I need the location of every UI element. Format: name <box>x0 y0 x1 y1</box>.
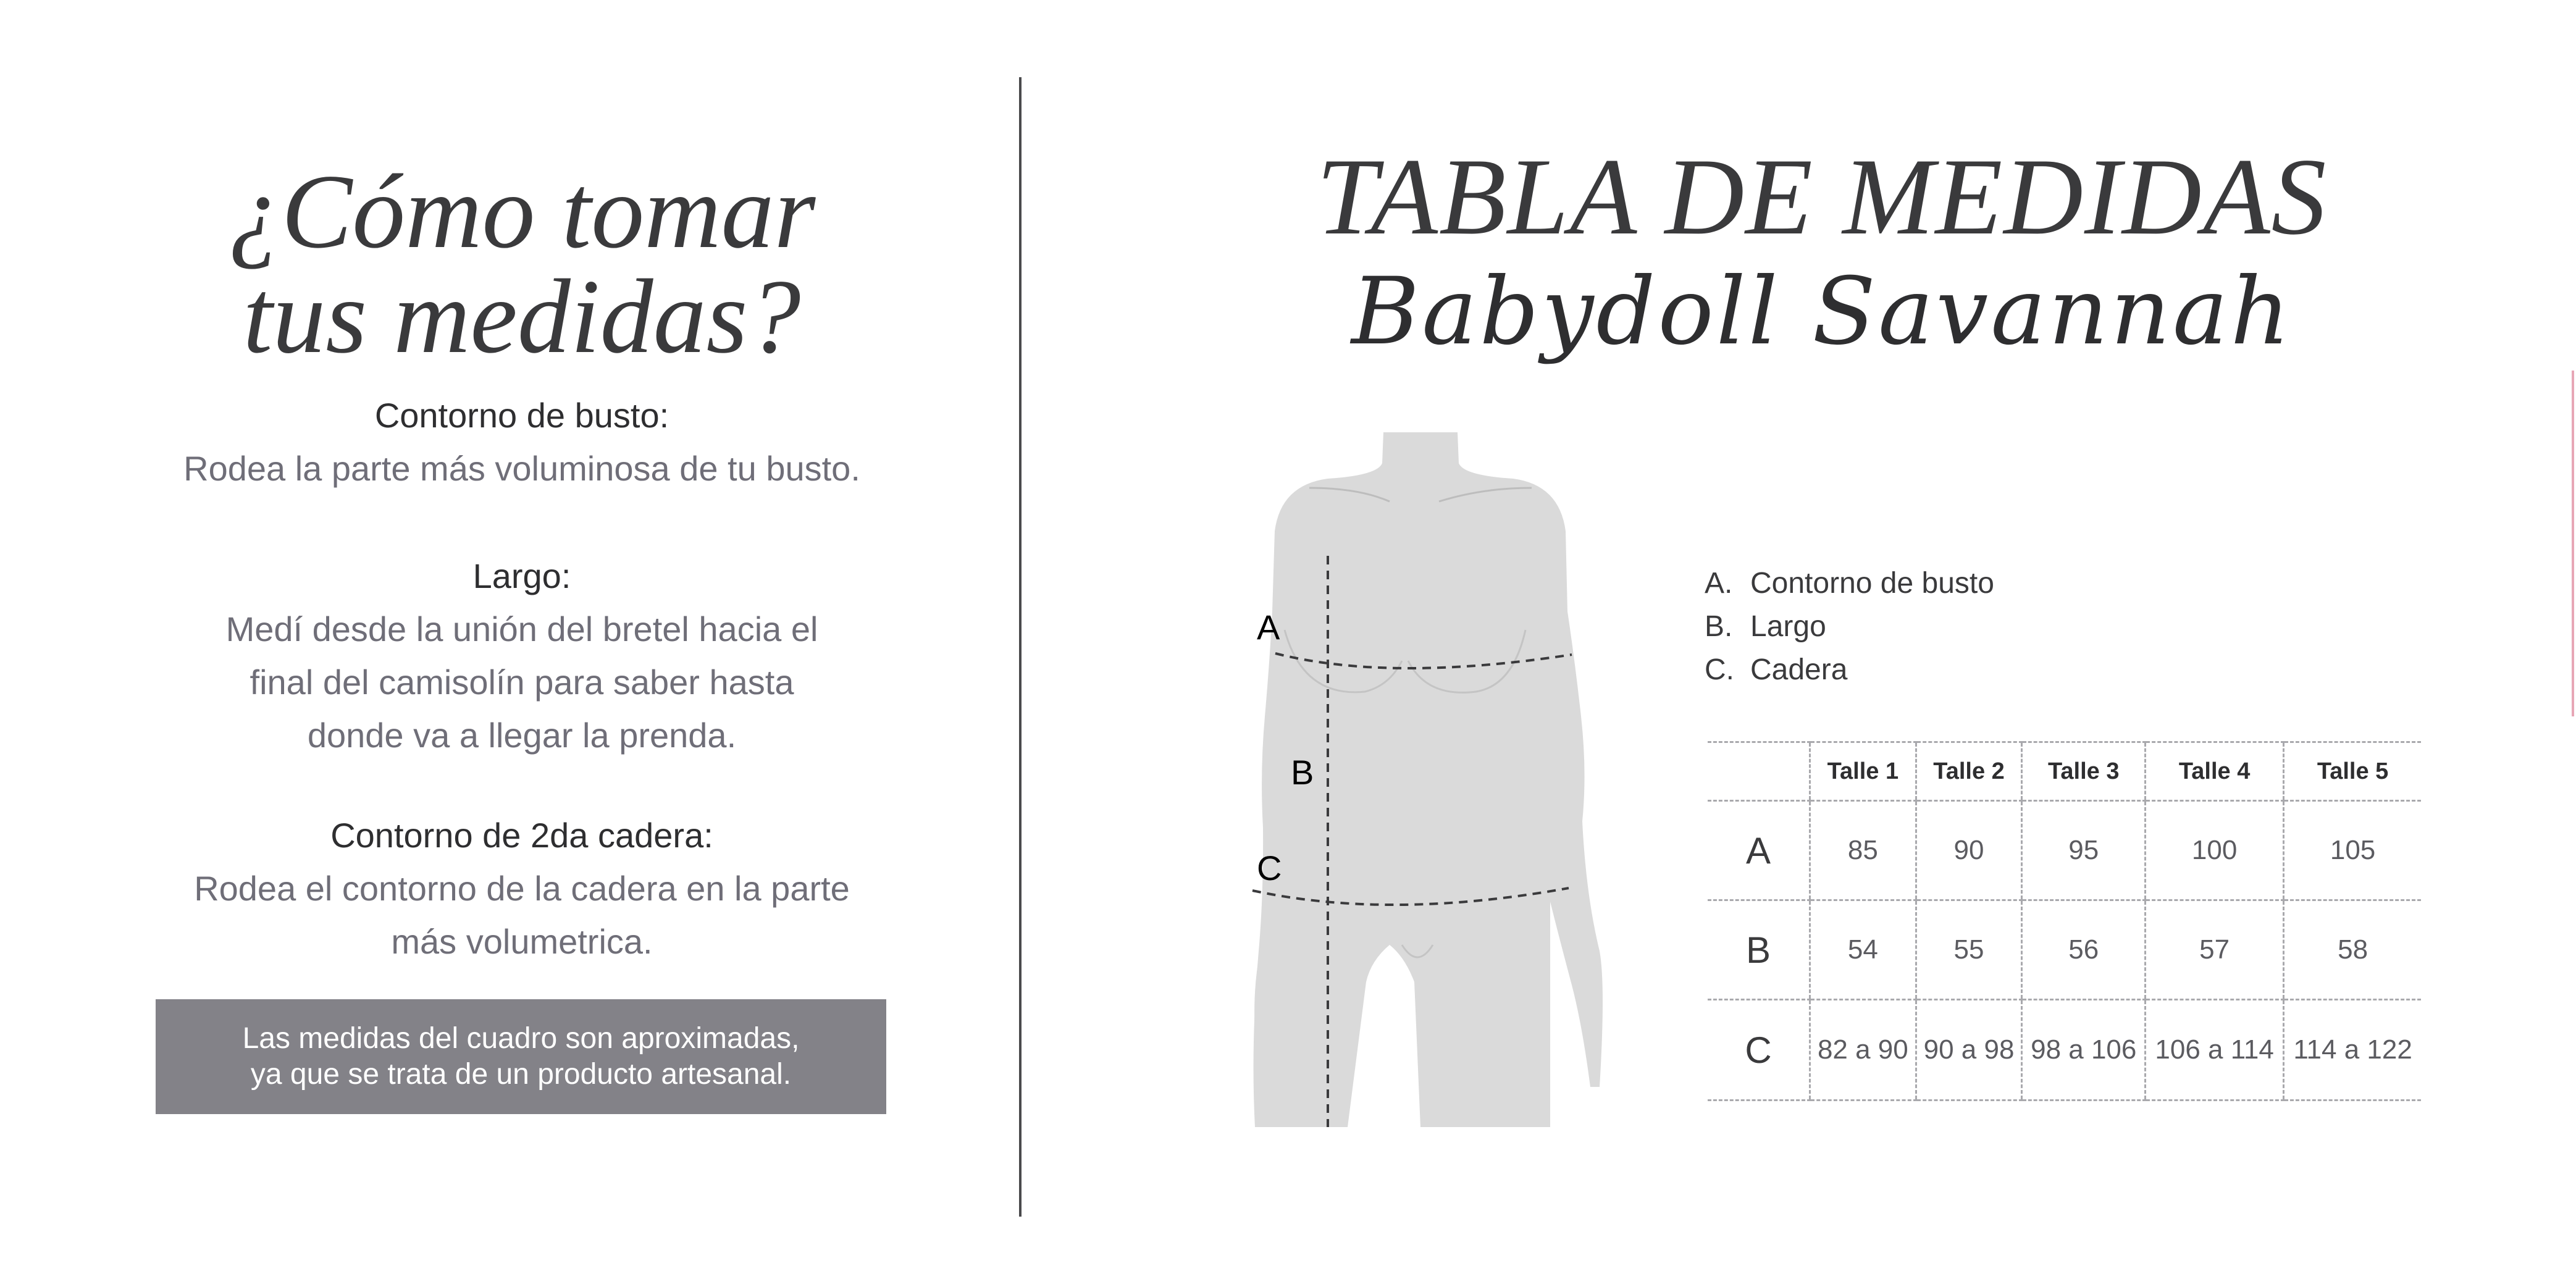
edge-accent-line <box>2572 371 2574 716</box>
table-header-cell <box>1708 742 1810 801</box>
table-cell: 90 <box>1916 801 2022 900</box>
legend-item-c <box>1705 648 1994 692</box>
table-header-cell: Talle 4 <box>2146 742 2284 801</box>
note-line-1: Las medidas del cuadro son aproximadas, <box>242 1022 800 1055</box>
table-header-cell: Talle 3 <box>2022 742 2146 801</box>
table-cell: 105 <box>2284 801 2421 900</box>
length-text-line-1: Medí desde la unión del bretel hacia el <box>225 610 818 648</box>
table-cell: 90 a 98 <box>1916 1000 2022 1101</box>
table-cell: 100 <box>2146 801 2284 900</box>
row-key: C <box>1708 1000 1810 1101</box>
bust-text-line-1: Rodea la parte más voluminosa de tu busto. <box>183 449 860 488</box>
hip-text-line-2: más volumetrica. <box>391 922 653 961</box>
size-chart-title: TABLA DE MEDIDAS <box>1316 135 2328 258</box>
table-cell: 56 <box>2022 900 2146 1000</box>
approximate-note <box>156 999 886 1114</box>
length-instruction <box>154 550 889 762</box>
hip-instruction <box>154 809 889 968</box>
legend-label: Contorno de busto <box>1750 567 1994 600</box>
table-row <box>1708 801 2421 900</box>
table-cell: 106 a 114 <box>2146 1000 2284 1101</box>
hip-text-line-1: Rodea el contorno de la cadera en la parte <box>194 869 850 908</box>
body-silhouette-figure <box>1204 426 1637 1130</box>
table-header-cell: Talle 2 <box>1916 742 2022 801</box>
table-row <box>1708 900 2421 1000</box>
legend-key: A. <box>1705 567 1733 600</box>
row-key: A <box>1708 801 1810 900</box>
table-header-cell: Talle 5 <box>2284 742 2421 801</box>
title-line-1: ¿Cómo tomar <box>228 153 816 270</box>
table-header-cell: Talle 1 <box>1810 742 1916 801</box>
legend-key: C. <box>1705 653 1734 686</box>
bust-instruction <box>154 389 889 495</box>
hip-heading: Contorno de 2da cadera: <box>330 816 713 855</box>
legend-item-b <box>1705 605 1994 648</box>
table-cell: 95 <box>2022 801 2146 900</box>
legend-item-a <box>1705 562 1994 605</box>
legend-label: Largo <box>1750 610 1826 643</box>
legend-label: Cadera <box>1750 653 1848 686</box>
table-cell: 98 a 106 <box>2022 1000 2146 1101</box>
product-subtitle: Babydoll Savannah <box>1351 258 2293 366</box>
length-text-line-2: final del camisolín para saber hasta <box>250 663 794 702</box>
table-cell: 57 <box>2146 900 2284 1000</box>
note-line-2: ya que se trata de un producto artesanal. <box>250 1058 792 1091</box>
how-to-measure-title <box>154 153 889 375</box>
table-cell: 82 a 90 <box>1810 1000 1916 1101</box>
size-table <box>1708 741 2421 1101</box>
table-header-row <box>1708 742 2421 801</box>
table-cell: 58 <box>2284 900 2421 1000</box>
length-heading: Largo: <box>472 556 571 595</box>
table-row <box>1708 1000 2421 1101</box>
vertical-divider <box>1019 77 1022 1217</box>
figure-letter-b: B <box>1291 753 1314 792</box>
legend-key: B. <box>1705 610 1733 643</box>
measurement-legend <box>1705 562 1994 692</box>
figure-letter-a: A <box>1257 608 1280 647</box>
bust-heading: Contorno de busto: <box>374 396 669 435</box>
row-key: B <box>1708 900 1810 1000</box>
title-line-2: tus medidas? <box>243 258 801 375</box>
length-text-line-3: donde va a llegar la prenda. <box>307 716 737 755</box>
table-cell: 85 <box>1810 801 1916 900</box>
figure-letter-c: C <box>1257 849 1282 887</box>
table-cell: 114 a 122 <box>2284 1000 2421 1101</box>
table-cell: 54 <box>1810 900 1916 1000</box>
table-cell: 55 <box>1916 900 2022 1000</box>
